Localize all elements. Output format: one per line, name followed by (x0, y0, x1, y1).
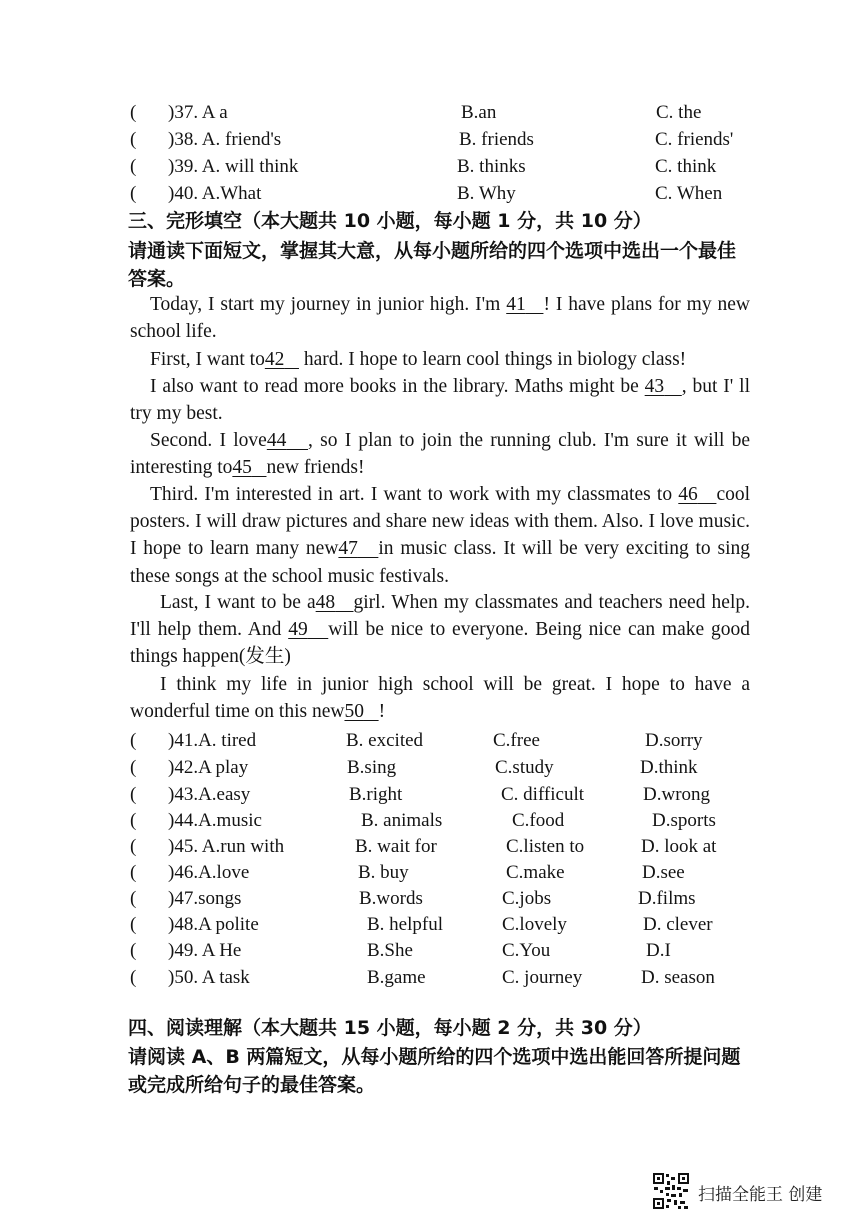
passage-paragraph (130, 291, 750, 345)
option-d: D.sorry (645, 730, 703, 751)
option-b: B.words (359, 888, 423, 909)
option-c: C.free (493, 730, 540, 751)
option-b: B.right (349, 784, 403, 805)
option-a: )49. A He (168, 940, 242, 961)
watermark-text: 扫描全能王 创建 (698, 1185, 823, 1205)
blank-48: 48 (315, 592, 336, 613)
option-d: D.films (638, 888, 696, 909)
option-b: B. animals (361, 810, 443, 831)
option-d: D.wrong (643, 784, 711, 805)
question-row (0, 965, 867, 991)
option-c: C.listen to (506, 836, 585, 857)
answer-paren: ( (130, 757, 137, 778)
option-c: C. journey (502, 967, 583, 988)
answer-paren: ( (130, 102, 137, 123)
answer-paren: ( (130, 730, 137, 751)
option-d: D. season (641, 967, 715, 988)
option-d: D. look at (641, 836, 717, 857)
answer-paren: ( (130, 836, 137, 857)
passage-paragraph (130, 671, 750, 725)
blank-41: 41 (506, 294, 526, 315)
blank-45: 45 (232, 457, 252, 479)
blank-47: 47 (338, 538, 358, 560)
section4-heading: 四、阅读理解（本大题共 15 小题，每小题 2 分，共 30 分） (128, 1017, 652, 1039)
section3-instruction: 请通读下面短文，掌握其大意，从每小题所给的四个选项中选出一个最佳答案。 (128, 240, 737, 290)
passage-text: hard. I hope to learn cool things in biology class! (298, 349, 687, 370)
blank-46: 46 (678, 484, 698, 505)
question-row (0, 912, 867, 938)
passage-text: Second. I love (150, 430, 267, 451)
option-a: )50. A task (168, 967, 250, 988)
option-c: C. When (655, 183, 723, 204)
answer-paren: ( (130, 940, 137, 961)
option-d: D.sports (652, 810, 716, 831)
passage-text: new friends! (266, 457, 365, 479)
option-a: )46.A.love (168, 862, 250, 883)
passage-text: , but I' ll try my best. (130, 376, 751, 425)
question-row (0, 782, 867, 808)
passage-paragraph (130, 589, 750, 671)
answer-paren: ( (130, 810, 137, 831)
passage-text: , so I plan to join the running club. I'm sure it will be interesting to (130, 430, 750, 479)
option-d: D.I (646, 940, 671, 961)
passage-text: in music class. It will be very exciting to sing these songs at the school music festivals. (130, 538, 750, 587)
option-b: B. buy (358, 862, 409, 883)
passage-text: girl. When my classmates and teachers need help. I'll help them. And (130, 592, 751, 641)
option-c: C.lovely (502, 914, 567, 935)
option-b: B.game (367, 967, 426, 988)
answer-paren: ( (130, 129, 137, 150)
option-a: )37. A a (168, 102, 228, 123)
question-row (0, 728, 867, 754)
passage-text: cool posters. I will draw pictures and share new ideas with them. Also. I love music. I hope to learn many new (130, 484, 751, 560)
option-a: )41.A. tired (168, 730, 257, 751)
option-b: B.an (461, 102, 497, 123)
option-a: )43.A.easy (168, 784, 251, 805)
option-c: C. the (656, 102, 702, 123)
option-a: )40. A.What (168, 183, 262, 204)
passage-text: ! I have plans for my new school life. (130, 294, 750, 343)
passage-text: Third. I'm interested in art. I want to work with my classmates to (150, 484, 679, 505)
question-row (0, 808, 867, 834)
option-c: C.make (506, 862, 565, 883)
passage-paragraph (130, 481, 750, 590)
option-c: C.food (512, 810, 565, 831)
section4-instruction: 请阅读 A、B 两篇短文，从每小题所给的四个选项中选出能回答所提问题或完成所给句子的最佳答案。 (128, 1046, 741, 1096)
option-a: )47.songs (168, 888, 242, 909)
section3-heading: 三、完形填空（本大题共 10 小题，每小题 1 分，共 10 分） (128, 210, 652, 232)
blank-44: 44 (266, 430, 287, 451)
option-c: C.jobs (502, 888, 552, 909)
answer-paren: ( (130, 784, 137, 805)
passage-text: Last, I want to be a (160, 592, 316, 613)
passage-text: Today, I start my journey in junior high. I'm (150, 294, 507, 315)
blank-49: 49 (288, 619, 308, 641)
question-row (0, 938, 867, 964)
blank-43: 43 (644, 376, 665, 397)
blank-50: 50 (344, 701, 364, 723)
option-c: C. difficult (501, 784, 585, 805)
option-a: )42.A play (168, 757, 249, 778)
option-d: D.see (642, 862, 685, 883)
option-a: )44.A.music (168, 810, 262, 831)
question-row (0, 886, 867, 912)
option-b: B. wait for (355, 836, 437, 857)
passage-paragraph (130, 346, 750, 373)
answer-paren: ( (130, 862, 137, 883)
option-c: C. friends' (655, 129, 734, 150)
passage-paragraph (130, 427, 750, 481)
option-c: C. think (655, 156, 717, 177)
option-b: B. Why (457, 183, 516, 204)
option-b: B. excited (346, 730, 424, 751)
option-b: B.She (367, 940, 413, 961)
passage-text: I think my life in junior high school will be great. I hope to have a wonderful time on this new (130, 674, 750, 723)
question-row (0, 154, 867, 180)
option-a: )39. A. will think (168, 156, 299, 177)
answer-paren: ( (130, 914, 137, 935)
question-row (0, 127, 867, 153)
option-c: C.study (495, 757, 554, 778)
question-row (0, 181, 867, 207)
option-d: D. clever (643, 914, 713, 935)
option-b: B. helpful (367, 914, 443, 935)
question-row (0, 860, 867, 886)
option-b: B. thinks (457, 156, 526, 177)
passage-text: I also want to read more books in the library. Maths might be (150, 376, 645, 397)
question-row (0, 834, 867, 860)
passage-text: First, I want to (150, 349, 265, 370)
answer-paren: ( (130, 888, 137, 909)
answer-paren: ( (130, 967, 137, 988)
option-d: D.think (640, 757, 698, 778)
passage-paragraph (130, 373, 750, 427)
option-a: )45. A.run with (168, 836, 285, 857)
option-b: B.sing (347, 757, 397, 778)
answer-paren: ( (130, 183, 137, 204)
answer-paren: ( (130, 156, 137, 177)
option-c: C.You (502, 940, 551, 961)
option-b: B. friends (459, 129, 534, 150)
passage-text: will be nice to everyone. Being nice can make good things happen(发生) (130, 619, 750, 668)
option-a: )38. A. friend's (168, 129, 282, 150)
question-row (0, 100, 867, 126)
blank-42: 42 (264, 349, 285, 370)
question-row (0, 755, 867, 781)
scanner-watermark (652, 1172, 852, 1212)
passage-text: ! (378, 701, 386, 723)
option-a: )48.A polite (168, 914, 259, 935)
qr-code-icon (652, 1172, 690, 1210)
